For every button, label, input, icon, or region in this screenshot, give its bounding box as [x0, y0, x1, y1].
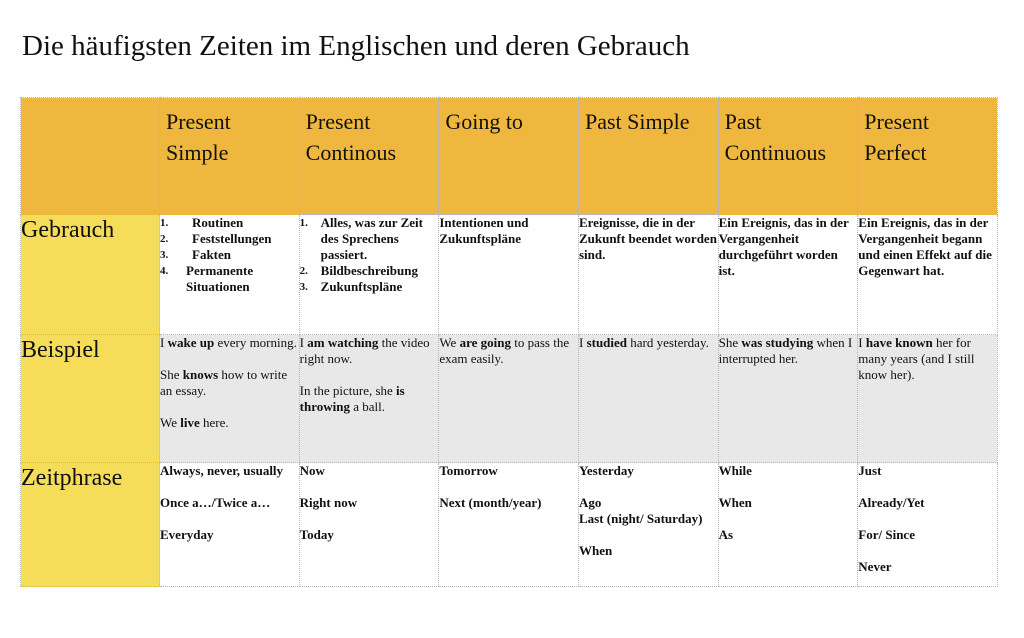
time-phrase: Yesterday: [578, 463, 634, 478]
column-header-line: Going to: [445, 109, 523, 134]
list-text: Fakten: [192, 247, 231, 262]
tenses-table: [20, 97, 998, 587]
beispiel-present-simple: [160, 335, 300, 463]
list-item: [160, 215, 299, 231]
example-text: here.: [199, 415, 229, 430]
time-phrase: Now: [299, 463, 325, 478]
gebrauch-past-continuous: Ein Ereignis, das in der Vergangenheit durchgeführt worden ist.: [718, 215, 858, 335]
zeitphrase-past-simple: [578, 463, 718, 587]
example-text: I: [578, 335, 587, 350]
column-header-line: Continous: [305, 140, 397, 165]
list-item: [160, 247, 299, 263]
example-text: her for many years (and I still know her).: [858, 335, 975, 382]
example-sentence: [160, 415, 299, 431]
time-phrase: Never: [858, 559, 892, 574]
beispiel-going-to: [439, 335, 579, 463]
corner-cell: [21, 98, 160, 215]
time-phrase: Ago: [578, 495, 602, 510]
column-header-line: Continuous: [724, 140, 827, 165]
row-label-gebrauch: Gebrauch: [21, 215, 160, 335]
time-phrase: Always, never, usually: [160, 463, 284, 478]
time-phrase: For/ Since: [858, 527, 915, 542]
row-zeitphrase: [21, 463, 998, 587]
beispiel-present-perfect: [858, 335, 998, 463]
time-phrase: Tomorrow: [439, 463, 498, 478]
list-number: 1.: [299, 217, 308, 229]
time-phrase: While: [718, 463, 752, 478]
example-sentence: [160, 367, 299, 399]
time-phrase: Right now: [299, 495, 358, 510]
list-number: 2.: [160, 233, 169, 245]
column-header-past-continuous: [718, 98, 858, 215]
list-item: [160, 231, 299, 247]
column-header-present-perfect: [858, 98, 998, 215]
time-phrase: Last (night/ Saturday): [578, 511, 703, 526]
column-header-past-simple: [578, 98, 718, 215]
row-gebrauch: [21, 215, 998, 335]
row-label-zeitphrase: Zeitphrase: [21, 463, 160, 587]
column-header-line: Present: [864, 109, 930, 134]
time-phrase: Once a…/Twice a…: [160, 495, 271, 510]
header-row: [21, 98, 998, 215]
column-header-line: Present: [305, 109, 371, 134]
column-header-line: Perfect: [864, 140, 927, 165]
column-header-present-simple: [160, 98, 300, 215]
list-number: 4.: [160, 265, 169, 277]
example-text: how to write an essay.: [160, 367, 288, 398]
example-verb: is throwing: [299, 383, 405, 414]
example-text: when I interrupted her.: [718, 335, 853, 366]
example-verb: am watching: [307, 335, 379, 350]
example-verb: wake up: [167, 335, 215, 350]
example-text: I: [858, 335, 866, 350]
example-verb: knows: [182, 367, 219, 382]
example-text: She: [718, 335, 742, 350]
example-verb: was studying: [741, 335, 814, 350]
example-text: a ball.: [349, 399, 385, 414]
column-header-line: Present: [166, 109, 231, 134]
list-text: Routinen: [192, 215, 244, 230]
time-phrase: Next (month/year): [439, 495, 542, 510]
example-sentence: [300, 383, 439, 415]
example-text: We: [160, 415, 181, 430]
beispiel-past-simple: [578, 335, 718, 463]
column-header-going-to: [439, 98, 579, 215]
list-number: 3.: [299, 281, 308, 293]
column-header-line: Simple: [166, 140, 229, 165]
example-verb: are going: [459, 335, 511, 350]
gebrauch-present-continous: [299, 215, 439, 335]
time-phrase: Just: [858, 463, 882, 478]
example-text: hard yesterday.: [627, 335, 709, 350]
example-text: She: [160, 367, 183, 382]
example-verb: have known: [865, 335, 933, 350]
row-label-beispiel: Beispiel: [21, 335, 160, 463]
list-text: Permanente Situationen: [186, 263, 254, 294]
example-sentence: [300, 335, 439, 367]
time-phrase: Today: [299, 527, 334, 542]
example-sentence: [160, 335, 299, 351]
list-text: Bildbeschreibung: [320, 263, 418, 278]
zeitphrase-present-simple: [160, 463, 300, 587]
zeitphrase-past-continuous: [718, 463, 858, 587]
list-item: [160, 263, 299, 295]
time-phrase: Everyday: [160, 527, 214, 542]
list-text: Zukunftspläne: [320, 279, 403, 294]
time-phrase: When: [578, 543, 613, 558]
example-text: I: [299, 335, 308, 350]
list-item: [300, 279, 439, 295]
list-item: [300, 215, 439, 263]
example-verb: live: [180, 415, 200, 430]
time-phrase: When: [718, 495, 752, 510]
zeitphrase-present-perfect: [858, 463, 998, 587]
example-text: I: [160, 335, 168, 350]
usage-list: [300, 215, 439, 295]
column-header-line: Past Simple: [584, 109, 690, 134]
example-text: to pass the exam easily.: [439, 335, 570, 366]
example-text: We: [439, 335, 460, 350]
page-title: Die häufigsten Zeiten im Englischen und deren Gebrauch: [22, 30, 690, 62]
zeitphrase-going-to: [439, 463, 579, 587]
beispiel-past-continuous: [718, 335, 858, 463]
gebrauch-present-simple: [160, 215, 300, 335]
example-text: the video right now.: [299, 335, 430, 366]
time-phrase: Already/Yet: [858, 495, 925, 510]
gebrauch-past-simple: Ereignisse, die in der Zukunft beendet worden sind.: [578, 215, 718, 335]
list-number: 2.: [299, 265, 308, 277]
list-number: 1.: [160, 217, 169, 229]
time-phrase: As: [718, 527, 734, 542]
gebrauch-going-to: Intentionen und Zukunftspläne: [439, 215, 579, 335]
list-item: [300, 263, 439, 279]
gebrauch-present-perfect: Ein Ereignis, das in der Vergangenheit begann und einen Effekt auf die Gegenwart hat.: [858, 215, 998, 335]
list-number: 3.: [160, 249, 169, 261]
column-header-line: Past: [724, 109, 762, 134]
example-text: every morning.: [214, 335, 297, 350]
example-text: In the picture, she: [299, 383, 397, 398]
list-text: Alles, was zur Zeit des Sprechens passiert.: [320, 215, 423, 262]
row-beispiel: [21, 335, 998, 463]
usage-list: [160, 215, 299, 295]
zeitphrase-present-continous: [299, 463, 439, 587]
beispiel-present-continous: [299, 335, 439, 463]
list-text: Feststellungen: [192, 231, 272, 246]
example-verb: studied: [586, 335, 628, 350]
column-header-present-continous: [299, 98, 439, 215]
